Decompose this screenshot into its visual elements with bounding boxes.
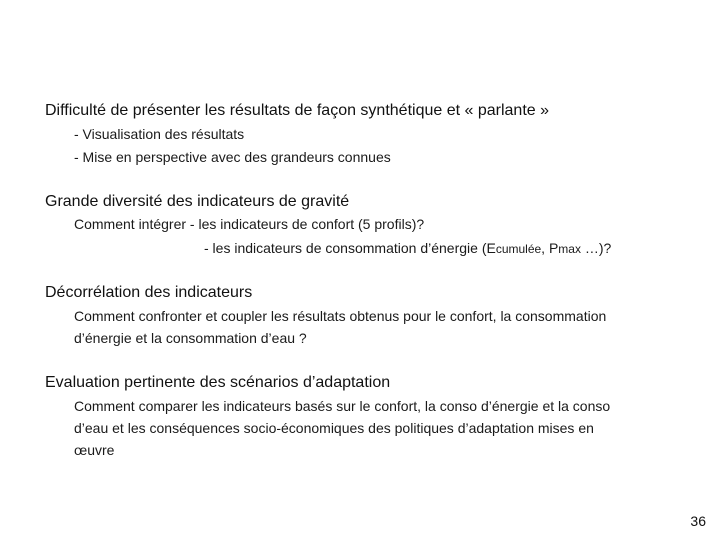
evaluation-line-1: Comment comparer les indicateurs basés sur le confort, la conso d’énergie et la conso [74, 398, 611, 414]
page-number: 36 [690, 513, 706, 529]
energy-indicators-line [204, 238, 611, 259]
energy-line-suffix: …)? [580, 240, 612, 256]
bullet-perspective: - Mise en perspective avec des grandeurs connues [74, 149, 391, 165]
decorrelation-line-1: Comment confronter et coupler les résultats obtenus pour le confort, la consommation [74, 308, 607, 324]
section-heading-decorrelation: Décorrélation des indicateurs [45, 284, 253, 301]
energy-line-middle: , P [541, 240, 559, 256]
section-heading-evaluation: Evaluation pertinente des scénarios d’adaptation [45, 374, 391, 391]
decorrelation-line-2: d’énergie et la consommation d’eau ? [74, 330, 307, 346]
section-heading-difficulty: Difficulté de présenter les résultats de façon synthétique et « parlante » [45, 102, 550, 119]
comfort-indicators-line: Comment intégrer - les indicateurs de confort (5 profils)? [74, 216, 425, 232]
energy-cumulee-subscript: cumulée [495, 242, 542, 256]
power-max-subscript: max [558, 242, 581, 256]
evaluation-line-3: œuvre [74, 442, 115, 458]
bullet-visualisation: - Visualisation des résultats [74, 126, 245, 142]
section-heading-diversity: Grande diversité des indicateurs de gravité [45, 193, 350, 210]
evaluation-line-2: d’eau et les conséquences socio-économiques des politiques d’adaptation mises en [74, 420, 594, 436]
energy-line-prefix: - les indicateurs de consommation d’énergie (E [204, 240, 496, 256]
